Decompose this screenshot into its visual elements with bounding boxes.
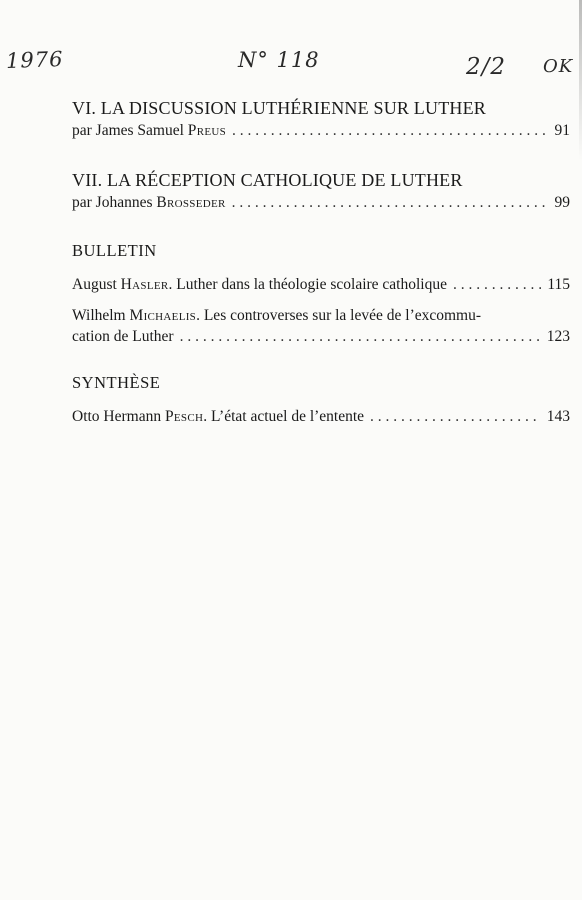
dot-leader	[232, 192, 549, 214]
entry-title: VII. LA RÉCEPTION CATHOLIQUE DE LUTHER	[72, 170, 463, 190]
author-name	[72, 192, 226, 214]
handwritten-code: OK	[543, 56, 574, 77]
item-title-line2: cation de Luther	[72, 328, 174, 345]
section-heading: BULLETIN	[72, 241, 157, 260]
surname: Michaelis	[129, 307, 197, 324]
page-number: 143	[546, 408, 570, 425]
first-name: Wilhelm	[72, 307, 130, 324]
author-surname: Preus	[187, 122, 227, 139]
surname: Pesch	[164, 408, 204, 425]
author-prefix: par Johannes	[72, 194, 157, 211]
page-number: 123	[546, 328, 570, 345]
item-title: . Luther dans la théologie scolaire catholique	[168, 276, 447, 293]
bulletin-section	[72, 240, 570, 348]
section-heading: SYNTHÈSE	[72, 373, 161, 392]
synthese-section	[72, 372, 570, 428]
toc-entry-vii	[72, 168, 570, 214]
handwritten-number: N° 118	[238, 48, 320, 72]
toc-entry-vi	[72, 96, 570, 142]
handwritten-year: 1976	[5, 47, 64, 73]
synthese-text	[72, 406, 364, 428]
bulletin-item	[72, 306, 570, 348]
entry-author-line	[72, 192, 570, 214]
synthese-item	[72, 406, 570, 428]
dot-leader	[453, 274, 541, 296]
item-title-line1: . Les controverses sur la levée de l’excommu-	[196, 307, 482, 324]
bulletin-text	[72, 274, 447, 296]
synthese-line	[72, 406, 570, 428]
surname: Hasler	[120, 276, 169, 293]
page-number: 91	[554, 122, 570, 139]
first-name: August	[72, 276, 121, 293]
page-number: 99	[554, 194, 570, 211]
handwritten-fraction: 2/2	[466, 54, 507, 80]
first-name: Otto Hermann	[72, 408, 165, 425]
bulletin-line	[72, 326, 570, 348]
dot-leader	[370, 406, 541, 428]
bulletin-line	[72, 274, 570, 296]
dot-leader	[180, 326, 541, 348]
table-of-contents	[72, 96, 570, 452]
dot-leader	[232, 120, 548, 142]
author-name	[72, 120, 226, 142]
bulletin-item	[72, 274, 570, 296]
author-surname: Brosseder	[156, 194, 226, 211]
page-number: 115	[547, 276, 570, 293]
bulletin-text-first-line	[72, 306, 570, 326]
entry-title: VI. LA DISCUSSION LUTHÉRIENNE SUR LUTHER	[72, 98, 486, 118]
author-prefix: par James Samuel	[72, 122, 188, 139]
entry-author-line	[72, 120, 570, 142]
item-title: . L’état actuel de l’entente	[203, 408, 365, 425]
